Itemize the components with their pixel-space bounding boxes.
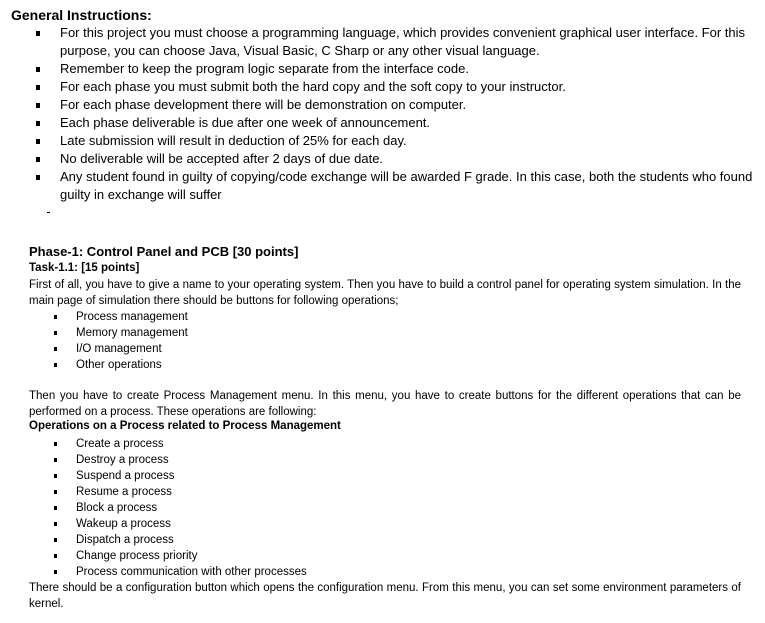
main-operations-list bbox=[54, 309, 188, 373]
stray-dash-mark bbox=[47, 212, 50, 213]
process-management-paragraph: Then you have to create Process Management menu. In this menu, you have to create buttons for the different operations that can be performed on a process. These operations are following: bbox=[29, 390, 741, 418]
instruction-item: Each phase deliverable is due after one week of announcement. bbox=[36, 114, 754, 132]
process-operation-item: Suspend a process bbox=[54, 468, 307, 484]
general-instructions-list bbox=[36, 24, 754, 204]
process-operations-list bbox=[54, 436, 307, 580]
process-operation-item: Create a process bbox=[54, 436, 307, 452]
instruction-item: Any student found in guilty of copying/code exchange will be awarded F grade. In this case, both the students who found guilty in exchange will suffer bbox=[36, 168, 754, 204]
instruction-item: For this project you must choose a programming language, which provides convenient graphical user interface. For this purpose, you can choose Java, Visual Basic, C Sharp or any other visual language. bbox=[36, 24, 754, 60]
general-instructions-title: General Instructions: bbox=[11, 7, 152, 23]
phase-1-title: Phase-1: Control Panel and PCB [30 points] bbox=[29, 244, 299, 259]
process-operations-heading: Operations on a Process related to Process Management bbox=[29, 420, 341, 432]
instruction-item: For each phase development there will be demonstration on computer. bbox=[36, 96, 754, 114]
instruction-item: Remember to keep the program logic separate from the interface code. bbox=[36, 60, 754, 78]
instruction-item: No deliverable will be accepted after 2 days of due date. bbox=[36, 150, 754, 168]
operation-item: Memory management bbox=[54, 325, 188, 341]
operation-item: I/O management bbox=[54, 341, 188, 357]
operation-item: Other operations bbox=[54, 357, 188, 373]
process-operation-item: Dispatch a process bbox=[54, 532, 307, 548]
process-operation-item: Wakeup a process bbox=[54, 516, 307, 532]
process-operation-item: Resume a process bbox=[54, 484, 307, 500]
process-operation-item: Destroy a process bbox=[54, 452, 307, 468]
instruction-item: For each phase you must submit both the hard copy and the soft copy to your instructor. bbox=[36, 78, 754, 96]
task-intro-paragraph: First of all, you have to give a name to your operating system. Then you have to build a control panel for operating system simulation. In the main page of simulation there should be buttons for following operations; bbox=[29, 279, 741, 307]
operation-item: Process management bbox=[54, 309, 188, 325]
process-operation-item: Change process priority bbox=[54, 548, 307, 564]
process-operation-item: Block a process bbox=[54, 500, 307, 516]
task-1-1-title: Task-1.1: [15 points] bbox=[29, 262, 140, 274]
configuration-paragraph: There should be a configuration button which opens the configuration menu. From this menu, you can set some environment parameters of kernel. bbox=[29, 582, 741, 610]
process-operation-item: Process communication with other processes bbox=[54, 564, 307, 580]
instruction-item: Late submission will result in deduction of 25% for each day. bbox=[36, 132, 754, 150]
